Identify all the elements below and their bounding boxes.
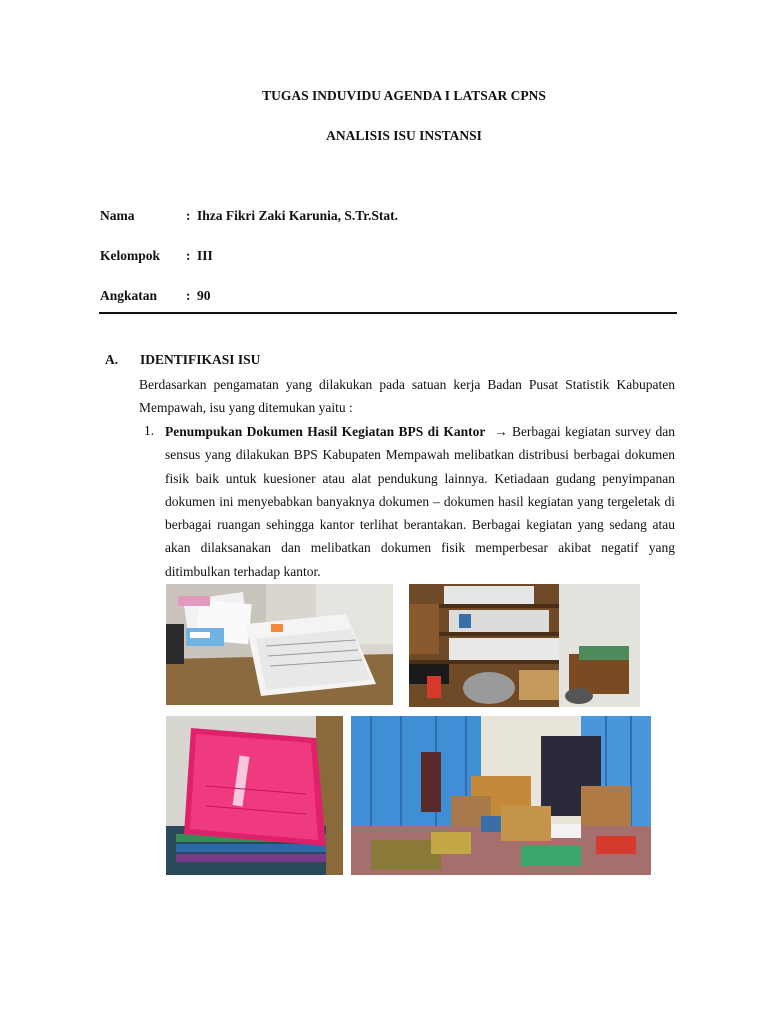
arrow-icon: → [494,424,508,439]
list-item [165,420,675,583]
list-item-heading: Penumpukan Dokumen Hasil Kegiatan BPS di Kantor [165,424,486,439]
angkatan-label: Angkatan [100,288,158,303]
angkatan-value: 90 [197,288,211,303]
photo-room-boxes [351,716,651,875]
kelompok-value: III [197,248,213,263]
list-item-number: 1. [144,423,155,438]
kelompok-label: Kelompok [100,248,161,263]
nama-label: Nama [100,208,135,223]
document-title: TUGAS INDUVIDU AGENDA I LATSAR CPNS [262,88,546,103]
list-item-body: Berbagai kegiatan survey dan sensus yang dilakukan BPS Kabupaten Mempawah melibatkan distribusi berbagai dokumen fisik baik untuk kuesioner atau alat pendukung lainnya. Ketiadaan gudang penyimpanan dokumen ini menyebabkan banyaknya dokumen – dokumen hasil kegiatan yang tergeletak di berbagai ruangan sehingga kantor terlihat berantakan. Berbagai kegiatan yang sedang atau akan dilaksanakan dan melibatkan dokumen fisik memperbesar akibat negatif yang ditimbulkan terhadap kantor. [165,424,675,579]
document-subtitle: ANALISIS ISU INSTANSI [326,128,482,143]
section-intro: Berdasarkan pengamatan yang dilakukan pada satuan kerja Badan Pusat Statistik Kabupaten Mempawah, isu yang ditemukan yaitu : [139,377,675,415]
nama-colon: : [186,208,191,223]
section-letter: A. [105,352,119,367]
kelompok-colon: : [186,248,191,263]
angkatan-colon: : [186,288,191,303]
header-divider [99,312,677,314]
nama-value: Ihza Fikri Zaki Karunia, S.Tr.Stat. [197,208,399,223]
photo-document-shelves [409,584,640,707]
photo-desk-papers [166,584,393,705]
section-title: IDENTIFIKASI ISU [140,352,261,367]
photo-pink-folders [166,716,343,875]
